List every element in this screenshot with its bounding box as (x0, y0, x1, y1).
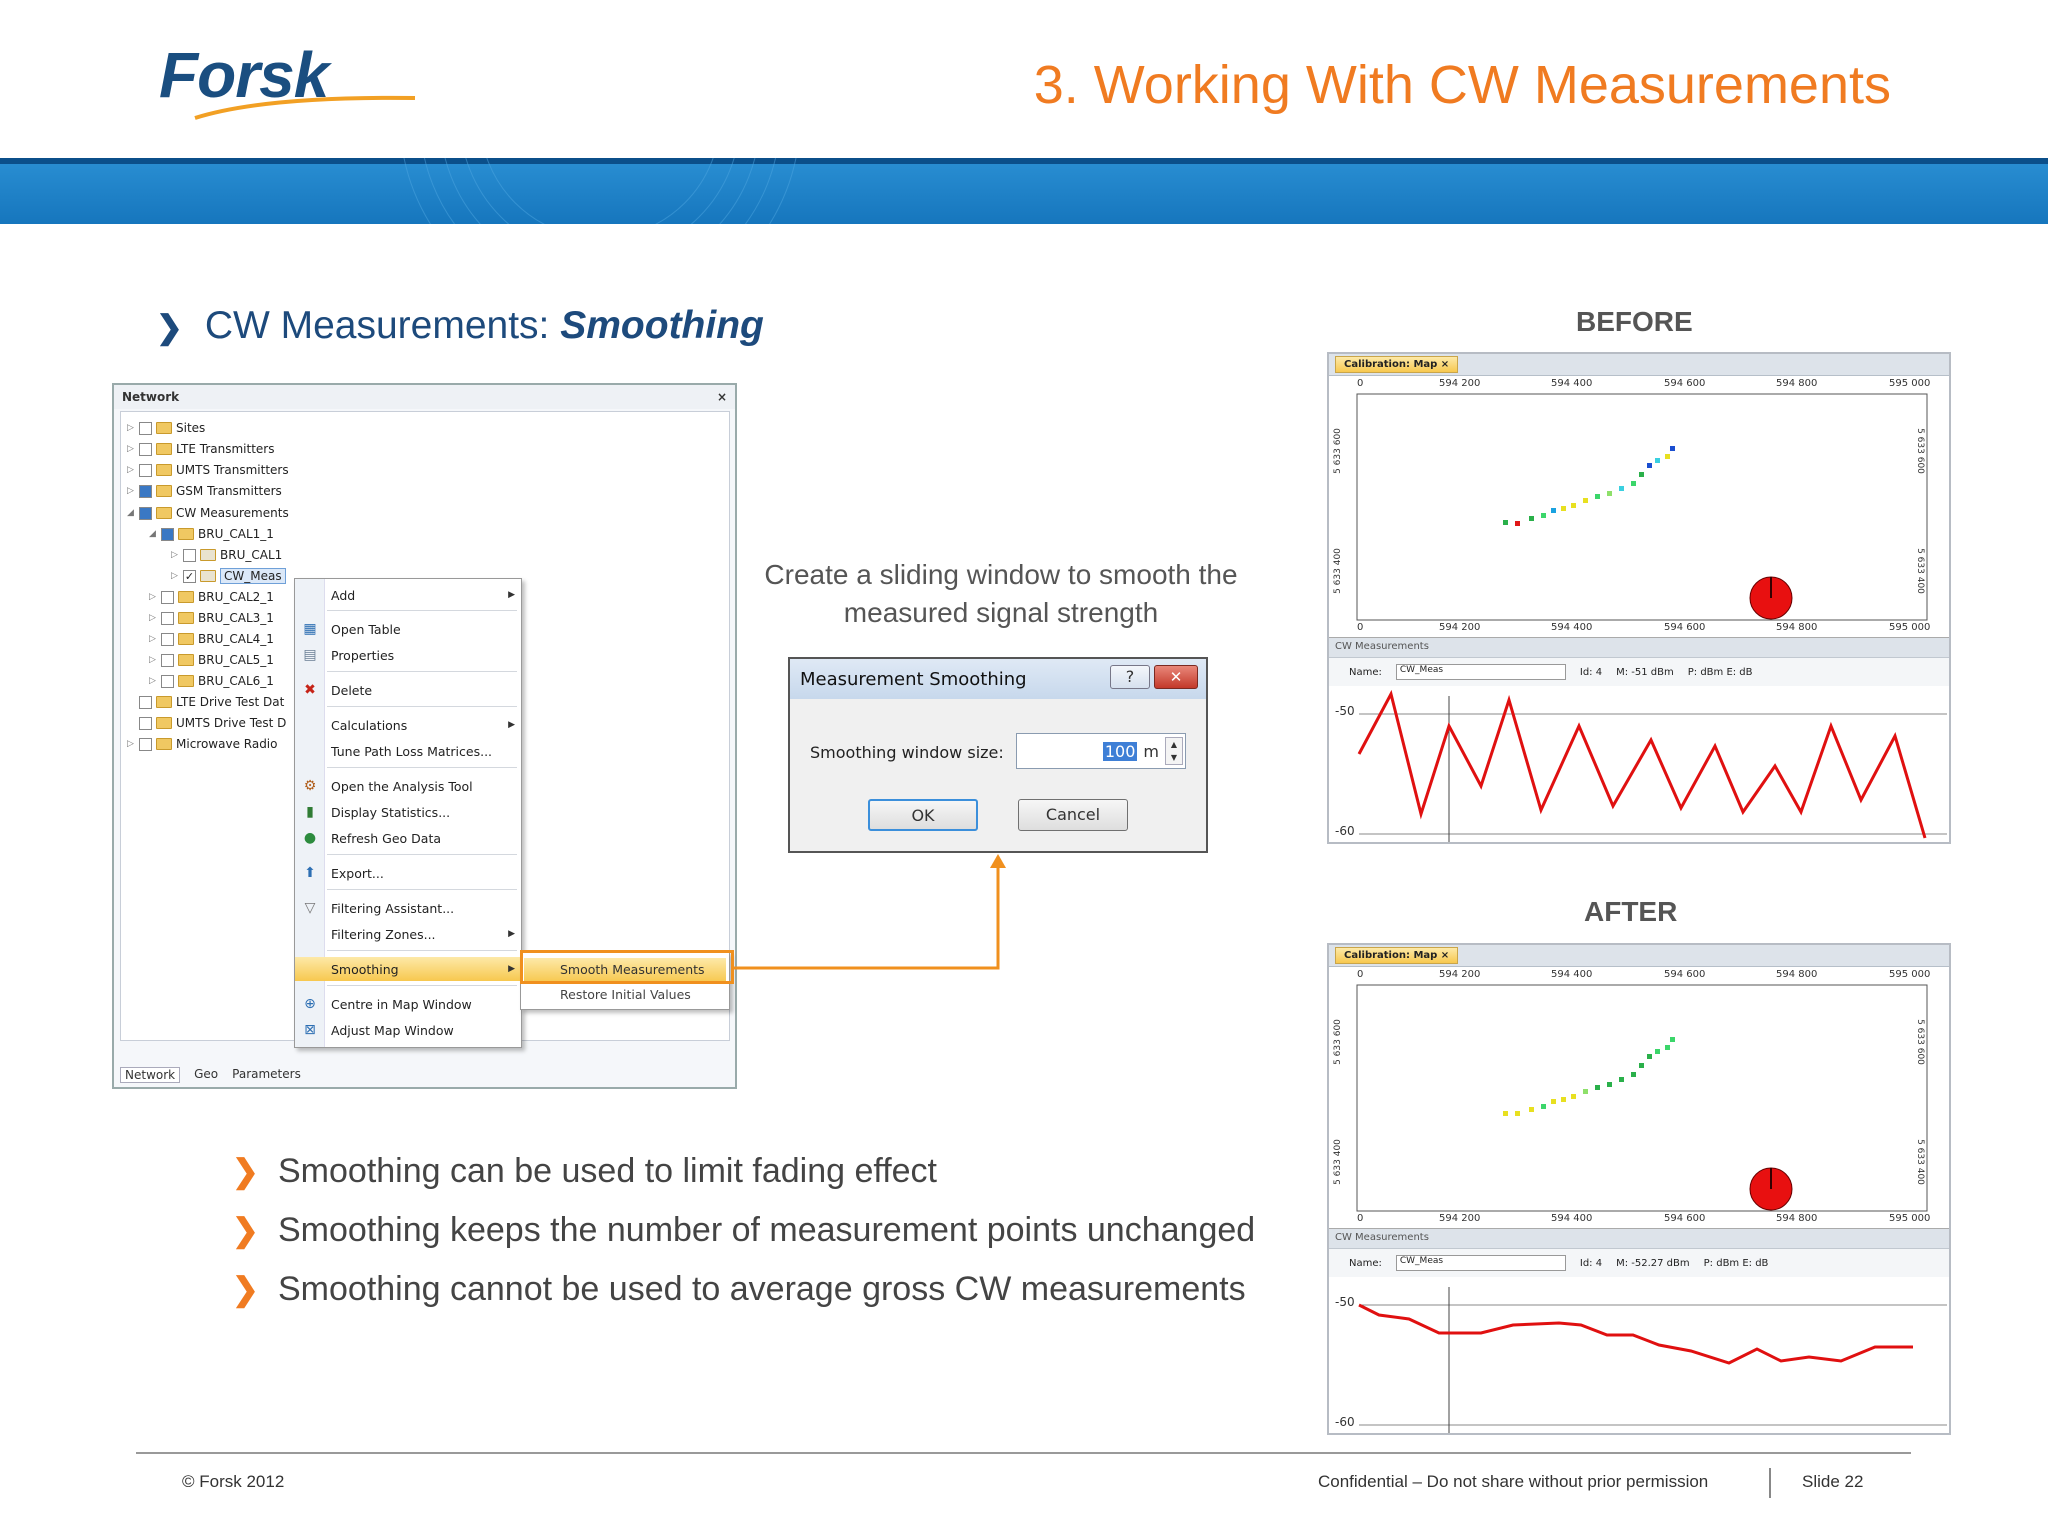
network-panel-header (114, 385, 735, 409)
help-button[interactable]: ? (1110, 665, 1150, 689)
heading-prefix: CW Measurements: (204, 304, 561, 347)
footer-separator (1769, 1468, 1771, 1498)
logo-text: Forsk (159, 39, 329, 111)
footer-slide-number: Slide 22 (1802, 1472, 1864, 1491)
chevron-right-icon: ❯ (232, 1153, 259, 1189)
map-tab[interactable]: Calibration: Map × (1335, 947, 1458, 964)
tree-item-umts[interactable]: ▷ UMTS Transmitters (127, 463, 289, 477)
menu-item-calculations[interactable]: Calculations ▶ (331, 717, 515, 733)
after-map-plot (1329, 967, 1949, 1229)
bullet-item: ❯ Smoothing keeps the number of measurement points unchanged (232, 1201, 1255, 1260)
panel-tabs (120, 1067, 301, 1083)
tree-item-microwave[interactable]: ▷ Microwave Radio (127, 737, 278, 751)
properties-icon: ▤ (303, 647, 317, 663)
tab-parameters[interactable]: Parameters (232, 1067, 301, 1081)
tree-item-lte[interactable]: ▷ LTE Transmitters (127, 442, 275, 456)
menu-item-export[interactable]: ⬆ Export... (295, 861, 521, 885)
before-map-plot (1329, 376, 1949, 638)
menu-item-tune-path-loss[interactable]: Tune Path Loss Matrices... (331, 743, 493, 759)
menu-item-filtering-zones[interactable]: Filtering Zones... ▶ (331, 926, 515, 942)
chevron-right-icon: ❯ (232, 1271, 259, 1307)
footer-divider (136, 1452, 1911, 1454)
context-menu (294, 578, 522, 1048)
bullet-item: ❯ Smoothing cannot be used to average gross CW measurements (232, 1260, 1255, 1319)
before-label: BEFORE (1576, 306, 1693, 337)
caption: Create a sliding window to smooth the measured signal strength (764, 559, 1238, 628)
dialog-title: Measurement Smoothing (800, 668, 1027, 690)
footer-copyright: © Forsk 2012 (182, 1472, 285, 1491)
after-signal-graph: -50 -60 (1329, 1277, 1949, 1433)
heading-emphasis: Smoothing (560, 304, 764, 347)
tree-item-bru-cal4-1[interactable]: ▷ BRU_CAL4_1 (149, 632, 274, 646)
before-map: 0 594 200 594 400 594 600 594 800 595 000 0 594 200 594 400 594 600 594 800 595 000 5 633 600 5 633 400 5 633 600 5 633 400 (1329, 376, 1949, 638)
meas-name-select[interactable]: CW_Meas (1396, 664, 1566, 680)
analysis-icon: ⚙ (303, 778, 317, 794)
delete-icon: ✖ (304, 682, 316, 698)
tab-network[interactable]: Network (120, 1067, 180, 1083)
menu-item-delete[interactable]: ✖ Delete (295, 678, 521, 702)
logo-swoosh (185, 88, 425, 124)
section-heading (156, 304, 764, 348)
after-label: AFTER (1584, 896, 1678, 927)
bullet-item: ❯ Smoothing can be used to limit fading effect (232, 1142, 1255, 1201)
window-size-input[interactable] (1016, 733, 1186, 769)
tree-item-bru-cal1-1[interactable]: ◢ BRU_CAL1_1 (149, 527, 274, 541)
highlight-box (520, 950, 734, 984)
menu-item-open-table[interactable]: ▦ Open Table (303, 621, 401, 637)
menu-item-properties[interactable]: ▤ Properties (303, 647, 395, 663)
after-map: 0 594 200 594 400 594 600 594 800 595 000 0 594 200 594 400 594 600 594 800 595 000 5 633 600 5 633 400 5 633 600 5 633 400 (1329, 967, 1949, 1229)
connector-arrow (730, 850, 1010, 980)
footer-confidential: Confidential – Do not share without prior permission (1318, 1472, 1709, 1491)
menu-item-adjust-map[interactable]: ⊠ Adjust Map Window (295, 1018, 521, 1042)
tree-item-bru-cal6-1[interactable]: ▷ BRU_CAL6_1 (149, 674, 274, 688)
tree-item-lte-drive-test[interactable]: LTE Drive Test Dat (127, 692, 284, 712)
meas-header: CW Measurements (1329, 638, 1949, 658)
smoothing-dialog (788, 657, 1208, 853)
tab-geo[interactable]: Geo (194, 1067, 219, 1081)
map-tab[interactable]: Calibration: Map × (1335, 356, 1458, 373)
menu-item-add[interactable]: Add ▶ (331, 587, 515, 603)
tree-item-bru-cal2-1[interactable]: ▷ BRU_CAL2_1 (149, 590, 274, 604)
centre-icon: ⊕ (304, 996, 316, 1012)
tree-item-umts-drive-test[interactable]: UMTS Drive Test D (127, 713, 286, 733)
tree-item-bru-cal1[interactable]: ▷ BRU_CAL1 (171, 548, 283, 562)
menu-item-display-statistics[interactable]: ▮ Display Statistics... (295, 800, 521, 824)
cancel-button[interactable]: Cancel (1018, 799, 1128, 831)
window-size-label: Smoothing window size: (810, 743, 1004, 762)
menu-item-refresh-geo[interactable]: ● Refresh Geo Data (303, 830, 442, 846)
window-size-unit: m (1143, 741, 1159, 761)
table-icon: ▦ (303, 621, 317, 637)
statistics-icon: ▮ (306, 804, 314, 820)
export-icon: ⬆ (304, 865, 316, 881)
menu-item-filtering-assistant[interactable]: ▽ Filtering Assistant... (295, 896, 521, 920)
tree-item-cw-measurements[interactable]: ◢ CW Measurements (127, 506, 289, 520)
tree-item-cw-meas[interactable]: ▷ ✓ CW_Meas (171, 566, 286, 586)
tree-item-gsm[interactable]: ▷ GSM Transmitters (127, 484, 282, 498)
after-screenshot (1327, 943, 1951, 1435)
header-banner (0, 158, 2048, 224)
network-panel-title: Network (122, 390, 180, 404)
filter-icon: ▽ (304, 900, 316, 916)
meas-infobar: Name: CW_Meas Id: 4 M: -51 dBm P: dBm E: dB (1329, 658, 1949, 686)
before-screenshot (1327, 352, 1951, 844)
measurement-points (1503, 446, 1675, 526)
tree-item-sites[interactable]: ▷ Sites (127, 421, 206, 435)
submenu-restore-initial[interactable]: Restore Initial Values (560, 987, 691, 1002)
tree-item-bru-cal3-1[interactable]: ▷ BRU_CAL3_1 (149, 611, 274, 625)
adjust-icon: ⊠ (304, 1022, 316, 1038)
forsk-logo (155, 36, 415, 136)
map-tab-bar (1329, 354, 1949, 376)
submenu-smooth-measurements[interactable]: Smooth Measurements (524, 958, 726, 982)
close-icon[interactable]: × (716, 390, 727, 404)
ok-button[interactable]: OK (868, 799, 978, 831)
tree-item-bru-cal5-1[interactable]: ▷ BRU_CAL5_1 (149, 653, 274, 667)
dialog-close-button[interactable]: ✕ (1154, 665, 1198, 689)
menu-item-centre-map[interactable]: ⊕ Centre in Map Window (295, 992, 521, 1016)
chevron-right-icon: ❯ (232, 1212, 259, 1248)
before-signal-graph: -50 -60 (1329, 686, 1949, 842)
chevron-right-icon: ❯ (156, 309, 183, 345)
meas-infobar: Name: CW_Meas Id: 4 M: -52.27 dBm P: dBm E: dB (1329, 1249, 1949, 1277)
slide-title: 3. Working With CW Measurements (1033, 55, 1891, 115)
map-tab-bar (1329, 945, 1949, 967)
meas-header: CW Measurements (1329, 1229, 1949, 1249)
measurement-points (1503, 1037, 1675, 1116)
meas-name-select[interactable]: CW_Meas (1396, 1255, 1566, 1271)
spinner-icon[interactable]: ▲ ▼ (1165, 737, 1183, 765)
menu-item-analysis-tool[interactable]: ⚙ Open the Analysis Tool (303, 778, 473, 794)
refresh-icon: ● (303, 830, 317, 846)
bullet-list (232, 1142, 1255, 1319)
menu-item-smoothing[interactable]: Smoothing ▶ (295, 957, 521, 981)
window-size-value[interactable]: 100 (1104, 741, 1136, 761)
